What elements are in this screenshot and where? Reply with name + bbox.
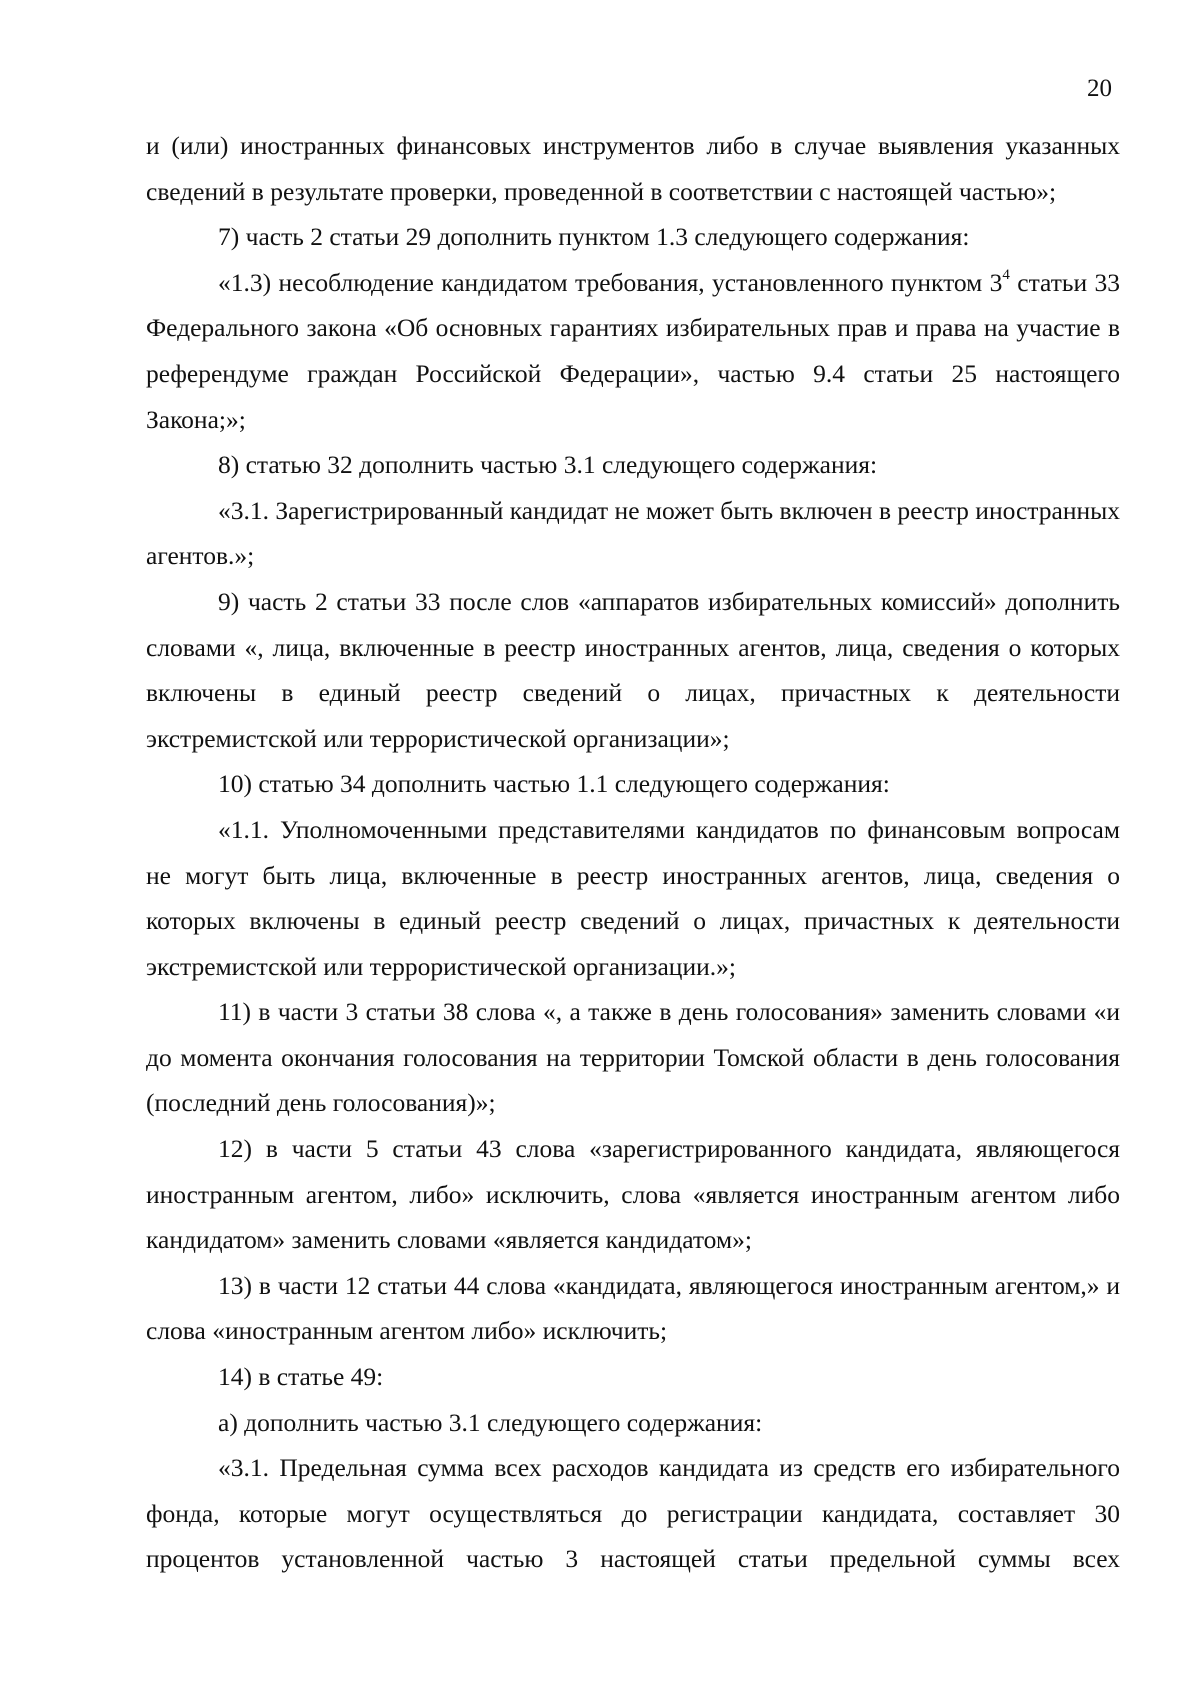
document-body xyxy=(146,123,1120,1582)
paragraph-clause-1-3 xyxy=(146,260,1120,442)
paragraph-clause-3-1-expenses: «3.1. Предельная сумма всех расходов кандидата из средств его избирательного фонда, которые могут осуществляться до регистрации кандидата, составляет 30 процентов установленной частью 3 настоящей статьи предельной суммы всех xyxy=(146,1453,1120,1574)
paragraph-clause-3-1-registered: «3.1. Зарегистрированный кандидат не может быть включен в реестр иностранных агентов.»; xyxy=(146,495,1120,571)
clause-1-3-text-after: статьи 33 Федерального закона «Об основных гарантиях избирательных прав и права на участие в референдуме граждан Российской Федерации», частью 9.4 статьи 25 настоящего Закона;»; xyxy=(146,267,1120,434)
paragraph-item-7: 7) часть 2 статьи 29 дополнить пунктом 1.3 следующего содержания: xyxy=(218,222,970,252)
paragraph-item-12: 12) в части 5 статьи 43 слова «зарегистрированного кандидата, являющегося иностранным агентом, либо» исключить, слова «является иностранным агентом либо кандидатом» заменить словами «является кандидатом»; xyxy=(146,1134,1120,1255)
clause-1-3-text-before: «1.3) несоблюдение кандидатом требования, установленного пунктом 3 xyxy=(218,267,1003,297)
paragraph-clause-1-1: «1.1. Уполномоченными представителями кандидатов по финансовым вопросам не могут быть лица, включенные в реестр иностранных агентов, лица, сведения о которых включены в единый реестр сведений о лицах, причастных к деятельности экстремистской или террористической организации.»; xyxy=(146,814,1120,981)
superscript-four: 4 xyxy=(1002,266,1010,283)
paragraph-item-9: 9) часть 2 статьи 33 после слов «аппаратов избирательных комиссий» дополнить словами «, лица, включенные в реестр иностранных агентов, лица, сведения о которых включены в единый реестр сведений о лицах, причастных к деятельности экстремистской или террористической организации»; xyxy=(146,586,1120,753)
paragraph-item-10: 10) статью 34 дополнить частью 1.1 следующего содержания: xyxy=(218,769,890,799)
paragraph-item-13: 13) в части 12 статьи 44 слова «кандидата, являющегося иностранным агентом,» и слова «иностранным агентом либо» исключить; xyxy=(146,1270,1120,1346)
paragraph-item-11: 11) в части 3 статьи 38 слова «, а также в день голосования» заменить словами «и до момента окончания голосования на территории Томской области в день голосования (последний день голосования)»; xyxy=(146,997,1120,1118)
paragraph-subitem-a: а) дополнить частью 3.1 следующего содержания: xyxy=(218,1407,763,1437)
paragraph-item-8: 8) статью 32 дополнить частью 3.1 следующего содержания: xyxy=(218,450,878,480)
paragraph-item-14: 14) в статье 49: xyxy=(218,1362,384,1392)
page-number: 20 xyxy=(1087,75,1112,102)
paragraph-continuation: и (или) иностранных финансовых инструментов либо в случае выявления указанных сведений в результате проверки, проведенной в соответствии с настоящей частью»; xyxy=(146,131,1120,206)
